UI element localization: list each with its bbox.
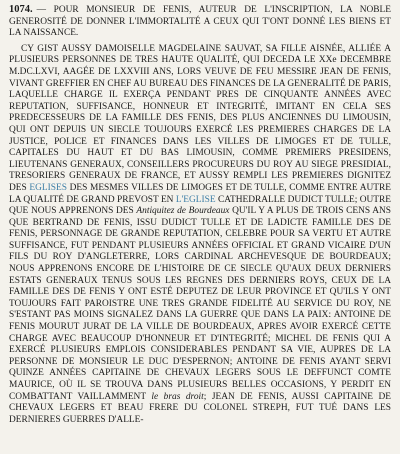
entry-intro <box>9 4 391 40</box>
epitaph-segment: CY GIST AUSSY DAMOISELLE MAGDELAINE SAUVAT, SA FILLE AISNÉE, ALLIÉE A PLUSIEURS PERSONNES DE TRES HAUTE QUALITÉ, QUI DECEDA LE XXe DECEMBRE M.DC.LXVI, AAGÉE DE LXXVIII ANS, LORS VEUVE DE FEU MESSIRE JEAN DE FENIS, VIVANT GREFFIER EN CHEF AU BUREAU DES FINANCES DE LA GENERALITÉ DE PARIS, LAQUELLE CHARGE IL EXERÇA PENDANT PRES DE CINQUANTE ANNÉES AVEC REPUTATION, SUFFISANCE, HONNEUR ET INTEGRITÉ, IMITANT EN CELA SES PREDECESSEURS DE LA FAMILLE DES FENIS, DES PLUS ANCIENNES DU LIMOUSIN, QUI ONT DEPUIS UN SIECLE TOUJOURS EXERCÉ LES PREMIERES CHARGES DE LA JUSTICE, POLICE ET FINANCES DANS LES VILLES DE LIMOGES ET DE TULLE, CAPITALES DU HAUT ET DU BAS LIMOUSIN, COMME PREMIERS PRESIDENS, LIEUTENANS GENERAUX, CONSEILLERS PROCUREURS DU ROY AU SIEGE PRESIDIAL, TRESORIERS GENERAUX DE FRANCE, ET AUSSY REMPLI LES PREMIERES DIGNITEZ DES <box>9 43 391 193</box>
italic-title: Antiquitez de Bourdeaux <box>136 206 230 217</box>
epitaph-paragraph <box>9 44 391 427</box>
epitaph-segment: ; JEAN DE FENIS, AUSSI CAPITAINE DE CHEVAUX LEGERS ET BEAU FRERE DU COLONEL STREPH, FUT TUÉ DANS LES DERNIERES GUERRES D'ALLE- <box>9 391 392 425</box>
highlighted-word: L'EGLISE <box>175 194 216 205</box>
epitaph-segment: QU'IL Y A PLUS DE TROIS CENS ANS QUE BERTRAND DE FENIS, ISSU DUDICT TULLE ET DE LADICTE FAMILLE DES DE FENIS, PERSONNAGE DE GRANDE REPUTATION, CELEBRE POUR SA VERTU ET AUTRE SUFFISANCE, FUT PENDANT PLUSIEURS ANNÉES OFFICIAL ET GRAND VICAIRE D'UN FILS DU ROY D'ANGLETERRE, LORS CARDINAL ARCHEVESQUE DE BOURDEAUX; NOUS APPRENONS ENCORE DE L'HISTOIRE DE CE SIECLE QU'AUX DEUX DERNIERS ESTATS GENERAUX TENUS SOUS LES REGNES DES DERNIERS ROYS, CEUX DE LA FAMILLE DES DE FENIS Y ONT ESTÉ DEPUTEZ DE LEUR PROVINCE ET QU'ILS Y ONT TOUJOURS FAIT PAROISTRE UNE TRES GRANDE FIDELITÉ AU SERVICE DU ROY, NE S'ESTANT PAS MOINS SIGNALEZ DANS LA GUERRE QUE DANS LA PAIX: ANTOINE DE FENIS MOURUT JURAT DE LA VILLE DE BOURDEAUX, APRES AVOIR EXERCÉ CETTE CHARGE AVEC BEAUCOUP D'HONNEUR ET D'INTEGRITÉ; MICHEL DE FENIS QUI A EXERCÉ PLUSIEURS EMPLOIS CONSIDERABLES PENDANT SA VIE, AUPRES DE LA PERSONNE DE MONSIEUR LE DUC D'ESPERNON; ANTOINE DE FENIS AYANT SERVI QUINZE ANNÉES CAPITAINE DE CHEVAUX LEGERS SOUS LE DEFFUNCT COMTE MAURICE, OÙ IL SE TROUVA DANS PLUSIEURS BELLES OCCASIONS, Y PERDIT EN COMBATTANT VAILLAMMENT <box>9 206 391 402</box>
epitaph-segment: DES MESMES VILLES DE LIMOGES ET DE TULLE, COMME ENTRE AUTRE LA QUALITÉ DE GRAND PREVOST EN <box>9 182 391 205</box>
entry-intro-text: — POUR MONSIEUR DE FENIS, AUTEUR DE L'INSCRIPTION, LA NOBLE GENEROSITÉ DE DONNER L'IMMORTALITÉ A CEUX QUI T'ONT DONNÉ LES BIENS ET LA NAISSANCE. <box>9 5 391 39</box>
italic-phrase: le bras droit <box>151 391 204 402</box>
highlighted-word: EGLISES <box>29 182 67 193</box>
entry-number: 1074. <box>9 4 33 15</box>
epitaph-segment: CATHEDRALLE DUDICT TULLE; OUTRE QUE NOUS APPRENONS DES <box>9 194 391 217</box>
